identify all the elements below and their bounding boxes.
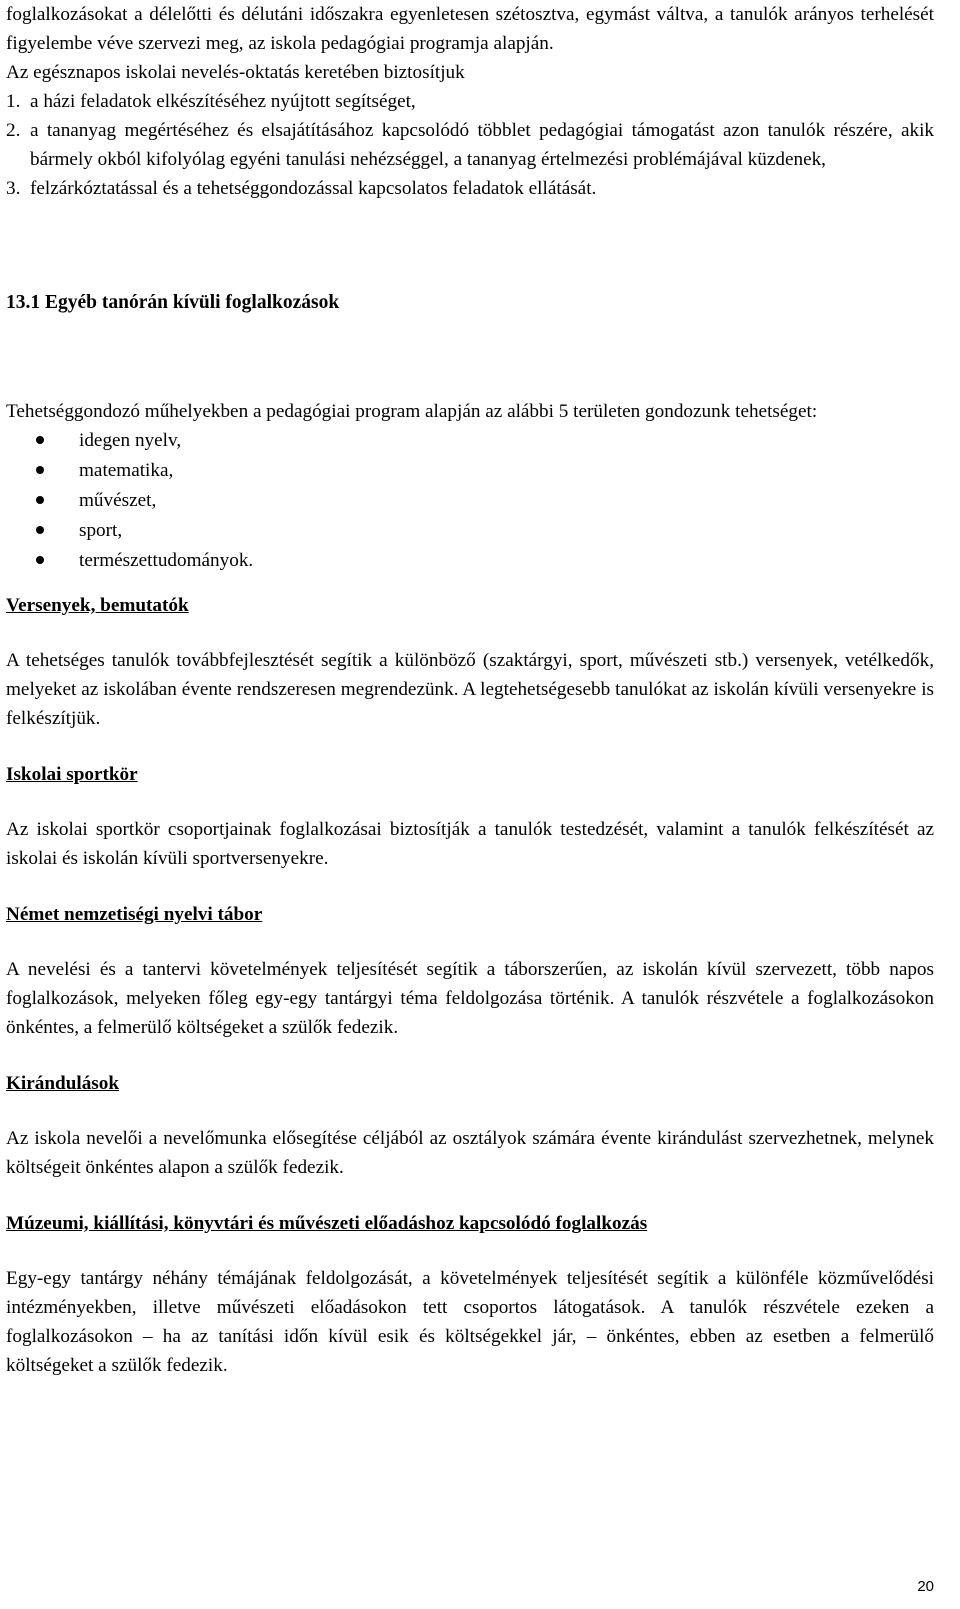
bullet-icon <box>36 466 44 474</box>
numbered-list-item <box>6 87 934 116</box>
subsection-paragraph: Egy-egy tantárgy néhány témájának feldolgozását, a követelmények teljesítését segítik a különféle közművelődési intézményekben, illetve művészeti előadásokon tett csoportos látogatások. A tanulók részvétele ezeken a foglalkozásokon – ha az tanítási időn kívül esik és költségekkel jár, – önkéntes, ebben az esetben a felmerülő költségeket a szülők fedezik. <box>6 1268 934 1376</box>
bullet-icon <box>36 496 44 504</box>
bullet-text: idegen nyelv, <box>79 430 182 451</box>
list-item-text: a tananyag megértéséhez és elsajátításához kapcsolódó többlet pedagógiai támogatást azon tanulók részére, akik bármely okból kifolyólag egyéni tanulási nehézséggel, a tananyag értelmezési problémájával küzdenek, <box>30 120 934 170</box>
bullet-text: sport, <box>79 520 123 541</box>
subsection-paragraph: A tehetséges tanulók továbbfejlesztését segítik a különböző (szaktárgyi, sport, művészeti stb.) versenyek, vetélkedők, melyeket az iskolában évente rendszeresen megrendezünk. A legtehetségesebb tanulókat az iskolán kívüli versenyekre is felkészítjük. <box>6 650 934 729</box>
numbered-list-item <box>6 174 934 203</box>
subsection-heading: Múzeumi, kiállítási, könyvtári és művészeti előadáshoz kapcsolódó foglalkozás <box>6 1213 648 1234</box>
intro-lead-paragraph: Az egésznapos iskolai nevelés-oktatás keretében biztosítjuk <box>6 62 465 83</box>
subsection-heading: Kirándulások <box>6 1073 120 1094</box>
bullet-icon <box>36 436 44 444</box>
section-intro-paragraph: Tehetséggondozó műhelyekben a pedagógiai program alapján az alábbi 5 területen gondozunk tehetséget: <box>6 401 818 422</box>
subsection-paragraph: Az iskola nevelői a nevelőmunka elősegítése céljából az osztályok számára évente kirándulást szervezhetnek, melynek költségeit önkéntes alapon a szülők fedezik. <box>6 1128 934 1178</box>
list-number: 2. <box>6 120 21 141</box>
subsection-paragraph: Az iskolai sportkör csoportjainak foglalkozásai biztosítják a tanulók testedzését, valamint a tanulók felkészítését az iskolai és iskolán kívüli sportversenyekre. <box>6 819 934 869</box>
numbered-list <box>6 87 934 203</box>
bullet-text: természettudományok. <box>79 550 254 571</box>
subsection-heading: Versenyek, bemutatók <box>6 595 189 616</box>
list-number: 1. <box>6 91 21 112</box>
list-number: 3. <box>6 178 21 199</box>
bullet-list-item <box>6 426 934 456</box>
bullet-list-item <box>6 546 934 576</box>
bullet-icon <box>36 526 44 534</box>
subsection-heading: Német nemzetiségi nyelvi tábor <box>6 904 263 925</box>
page-number: 20 <box>917 1578 934 1595</box>
bullet-list-item <box>6 456 934 486</box>
bullet-list-item <box>6 516 934 546</box>
subsection-heading: Iskolai sportkör <box>6 764 138 785</box>
numbered-list-item <box>6 116 934 174</box>
list-item-text: felzárkóztatással és a tehetséggondozással kapcsolatos feladatok ellátását. <box>30 178 597 199</box>
bullet-list-item <box>6 486 934 516</box>
bullet-text: művészet, <box>79 490 157 511</box>
subsection-paragraph: A nevelési és a tantervi követelmények teljesítését segítik a táborszerűen, az iskolán kívül szervezett, több napos foglalkozások, melyeken főleg egy-egy tantárgyi téma feldolgozása történik. A tanulók részvétele a foglalkozásokon önkéntes, a felmerülő költségeket a szülők fedezik. <box>6 959 934 1038</box>
bullet-text: matematika, <box>79 460 174 481</box>
section-heading: 13.1 Egyéb tanórán kívüli foglalkozások <box>6 292 340 313</box>
intro-paragraph: foglalkozásokat a délelőtti és délutáni időszakra egyenletesen szétosztva, egymást váltva, a tanulók arányos terhelését figyelembe véve szervezi meg, az iskola pedagógiai programja alapján. <box>6 4 934 54</box>
bullet-icon <box>36 556 44 564</box>
document-page <box>6 0 934 1380</box>
bullet-list <box>6 426 934 576</box>
list-item-text: a házi feladatok elkészítéséhez nyújtott segítséget, <box>30 91 416 112</box>
